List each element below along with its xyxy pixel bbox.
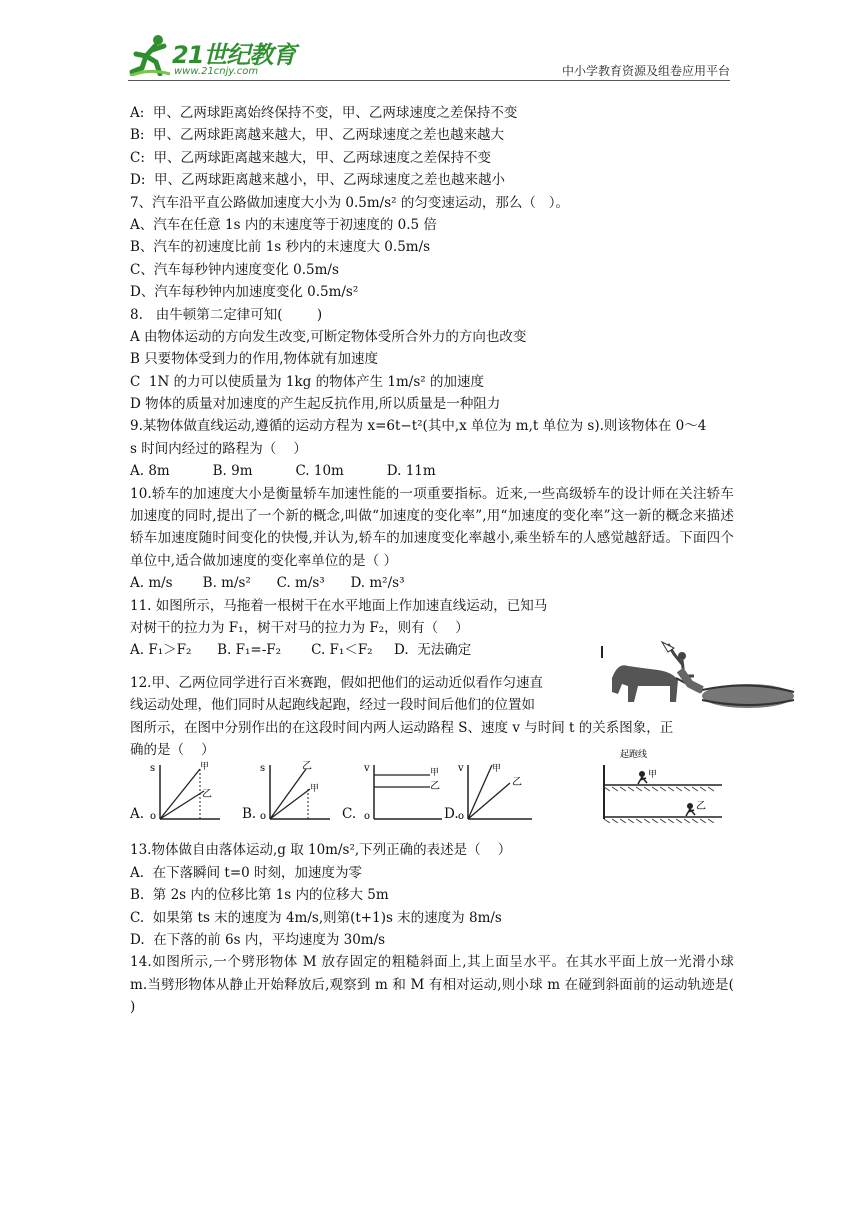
- q6-option-c: C: 甲、乙两球距离越来越大，甲、乙两球速度之差保持不变: [130, 149, 491, 166]
- q7-option-a: A、汽车在任意 1s 内的末速度等于初速度的 0.5 倍: [130, 216, 437, 233]
- q8-option-d: D 物体的质量对加速度的产生起反抗作用,所以质量是一种阻力: [130, 396, 501, 413]
- q7-option-c: C、汽车每秒钟内速度变化 0.5m/s: [130, 261, 339, 278]
- platform-name: 中小学教育资源及组卷应用平台: [561, 64, 730, 78]
- graph-a-st: [148, 761, 223, 821]
- graph-c-jia: 甲: [430, 768, 440, 779]
- race-jia: 甲: [648, 770, 658, 781]
- q14-stem: 14.如图所示,一个劈形物体 M 放存固定的粗糙斜面上,其上面呈水平。在其水平面上放一光滑小球 m.当劈形物体从静止开始释放后,观察到 m 和 M 有相对运动,则小球 m 在碰到斜面前的运动轨迹是( ): [130, 954, 734, 1016]
- q12-stem-line4: 确的是（ ）: [130, 742, 215, 758]
- q6-option-b: B: 甲、乙两球距离越来越大，甲、乙两球速度之差也越来越大: [130, 127, 505, 144]
- q6-option-a: A: 甲、乙两球距离始终保持不变，甲、乙两球速度之差保持不变: [130, 105, 518, 121]
- graph-a-label: A.: [130, 806, 145, 823]
- q11-stem-line1: 11. 如图所示，马拖着一根树干在水平地面上作加速直线运动，已知马: [130, 597, 548, 614]
- svg-text:o: o: [364, 811, 371, 822]
- horse-dragging-log-figure: [598, 640, 796, 720]
- svg-text:o: o: [458, 811, 465, 822]
- header-rule: [128, 80, 730, 81]
- q12-stem-line1: 12.甲、乙两位同学进行百米赛跑，假如把他们的运动近似看作匀速直: [130, 674, 543, 691]
- q13-option-c: C. 如果第 ts 末的速度为 4m/s,则第(t+1)s 末的速度为 8m/s: [130, 909, 502, 926]
- q13-stem: 13.物体做自由落体运动,g 取 10m/s²,下列正确的表述是（ ）: [130, 842, 512, 859]
- page-header: [128, 30, 730, 82]
- graph-c-label: C.: [342, 806, 357, 823]
- q7-option-d: D、汽车每秒钟内加速度变化 0.5m/s²: [130, 284, 359, 301]
- graph-b-jia: 甲: [310, 784, 320, 795]
- race-track-figure: [598, 747, 726, 823]
- document-body: [130, 102, 734, 1019]
- q9-options: A. 8m B. 9m C. 10m D. 11m: [130, 463, 436, 480]
- q12-stem-line3: 图所示，在图中分别作出的在这段时间内两人运动路程 S、速度 v 与时间 t 的关系图象，正: [130, 719, 674, 736]
- logo-subtext: www.21cnjy.com: [174, 66, 259, 77]
- q8-option-c: C 1N 的力可以使质量为 1kg 的物体产生 1m/s² 的加速度: [130, 373, 484, 390]
- q8-option-b: B 只要物体受到力的作用,物体就有加速度: [130, 351, 379, 368]
- graph-b-st: [258, 761, 333, 821]
- q9-stem-line1: 9.某物体做直线运动,遵循的运动方程为 x=6t−t²(其中,x 单位为 m,t 单位为 s).则该物体在 0～4: [130, 418, 707, 435]
- svg-text:s: s: [150, 763, 156, 775]
- graph-c-yi: 乙: [430, 781, 440, 793]
- site-logo: [128, 32, 298, 78]
- q12-stem-line2: 线运动处理，他们同时从起跑线起跑，经过一段时间后他们的位置如: [130, 697, 535, 714]
- graph-d-vt: [456, 761, 536, 821]
- graph-d-label: D.: [444, 806, 459, 823]
- svg-text:s: s: [260, 763, 266, 775]
- q8-stem: 8. 由牛顿第二定律可知( ): [130, 306, 323, 323]
- svg-text:v: v: [364, 763, 370, 775]
- q13-option-b: B. 第 2s 内的位移比第 1s 内的位移大 5m: [130, 887, 389, 904]
- q13-option-a: A. 在下落瞬间 t=0 时刻，加速度为零: [130, 864, 363, 881]
- svg-text:o: o: [260, 811, 267, 822]
- graph-d-yi: 乙: [512, 777, 522, 789]
- q10-options: A. m/s B. m/s² C. m/s³ D. m²/s³: [130, 575, 405, 592]
- q11-stem-line2: 对树干的拉力为 F₁，树干对马的拉力为 F₂，则有（ ）: [130, 620, 469, 637]
- q11-options: A. F₁＞F₂ B. F₁=-F₂ C. F₁＜F₂ D. 无法确定: [130, 642, 472, 659]
- svg-text:o: o: [150, 811, 157, 822]
- race-yi: 乙: [696, 801, 706, 813]
- start-line-label: 起跑线: [620, 750, 648, 761]
- graph-b-label: B.: [242, 806, 257, 823]
- runner-logo-icon: [128, 32, 172, 76]
- q9-stem-line2: s 时间内经过的路程为（ ）: [130, 440, 307, 457]
- q7-option-b: B、汽车的初速度比前 1s 秒内的末速度大 0.5m/s: [130, 239, 431, 256]
- svg-text:v: v: [458, 763, 464, 775]
- graph-a-jia: 甲: [200, 762, 210, 773]
- logo-text: 21世纪教育: [172, 41, 296, 69]
- graph-a-yi: 乙: [202, 789, 212, 801]
- graph-d-jia: 甲: [492, 764, 502, 775]
- q13-option-d: D. 在下落的前 6s 内，平均速度为 30m/s: [130, 931, 386, 948]
- q7-stem: 7、汽车沿平直公路做加速度大小为 0.5m/s² 的匀变速运动，那么（ ）。: [130, 194, 569, 211]
- q10-stem: 10.轿车的加速度大小是衡量轿车加速性能的一项重要指标。近来,一些高级轿车的设计师在关注轿车加速度的同时,提出了一个新的概念,叫做“加速度的变化率”,用“加速度的变化率”这一新的概念来描述轿车加速度随时间变化的快慢,并认为,轿车的加速度变化率越小,乘坐轿车的人感觉越舒适。下面四个单位中,适合做加速度的变化率单位的是（ ）: [130, 485, 734, 569]
- graph-c-vt: [362, 761, 452, 821]
- graph-b-yi: 乙: [302, 761, 312, 773]
- q6-option-d: D: 甲、乙两球距离越来越小，甲、乙两球速度之差也越来越小: [130, 172, 505, 189]
- q8-option-a: A 由物体运动的方向发生改变,可断定物体受所合外力的方向也改变: [130, 328, 527, 345]
